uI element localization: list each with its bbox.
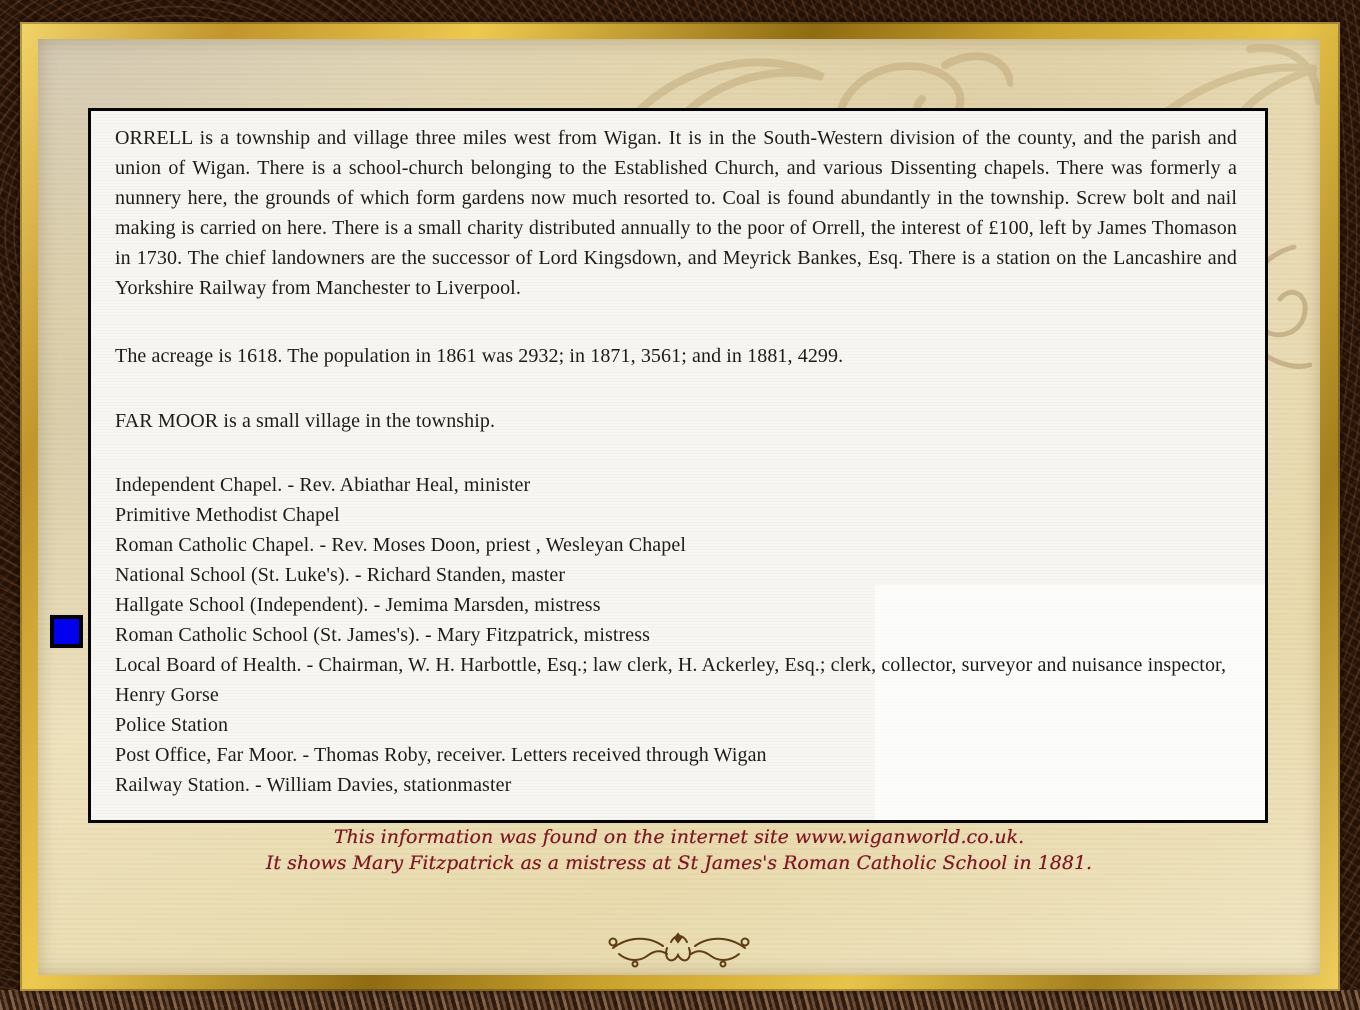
caption: [38, 824, 1320, 876]
directory-entry: Roman Catholic Chapel. - Rev. Moses Doon, priest , Wesleyan Chapel: [115, 534, 687, 556]
directory-entry: Local Board of Health. - Chairman, W. H. Harbottle, Esq.; law clerk, H. Ackerley, Esq.; clerk, collector, surveyor and nuisance inspector, Henry Gorse: [115, 654, 1227, 706]
directory-entry: Post Office, Far Moor. - Thomas Roby, receiver. Letters received through Wigan: [115, 744, 767, 766]
caption-line-source: This information was found on the internet site www.wiganworld.co.uk.: [333, 826, 1025, 848]
directory-entry: Railway Station. - William Davies, stationmaster: [115, 774, 512, 796]
directory-entry: National School (St. Luke's). - Richard Standen, master: [115, 564, 566, 586]
gold-frame: [20, 22, 1340, 991]
blue-square-marker-icon: [50, 615, 83, 648]
directory-list: [115, 470, 1237, 800]
directory-entry: Roman Catholic School (St. James's). - Mary Fitzpatrick, mistress: [115, 624, 651, 646]
document-panel: [88, 108, 1268, 823]
leather-border-texture: [0, 990, 1360, 1010]
paragraph-acreage-population: The acreage is 1618. The population in 1861 was 2932; in 1871, 3561; and in 1881, 4299.: [115, 345, 844, 367]
directory-entry: Hallgate School (Independent). - Jemima Marsden, mistress: [115, 594, 601, 616]
flourish-ornament-icon: [605, 928, 753, 970]
directory-entry: Police Station: [115, 714, 229, 736]
parchment-background: [38, 39, 1320, 975]
paragraph-far-moor: FAR MOOR is a small village in the township.: [115, 410, 496, 432]
paragraph-orrell-description: ORRELL is a township and village three miles west from Wigan. It is in the South-Western division of the county, and the parish and union of Wigan. There is a school-church belonging to the Established Church, and various Dissenting chapels. There was formerly a nunnery here, the grounds of which form gardens now much resorted to. Coal is found abundantly in the township. Screw bolt and nail making is carried on here. There is a small charity distributed annually to the poor of Orrell, the interest of £100, left by James Thomason in 1730. The chief landowners are the successor of Lord Kingsdown, and Meyrick Bankes, Esq. There is a station on the Lancashire and Yorkshire Railway from Manchester to Liverpool.: [115, 127, 1237, 299]
directory-entry: Independent Chapel. - Rev. Abiathar Heal, minister: [115, 474, 531, 496]
directory-entry: Primitive Methodist Chapel: [115, 504, 340, 526]
caption-line-subject: It shows Mary Fitzpatrick as a mistress at St James's Roman Catholic School in 1881.: [265, 852, 1093, 874]
